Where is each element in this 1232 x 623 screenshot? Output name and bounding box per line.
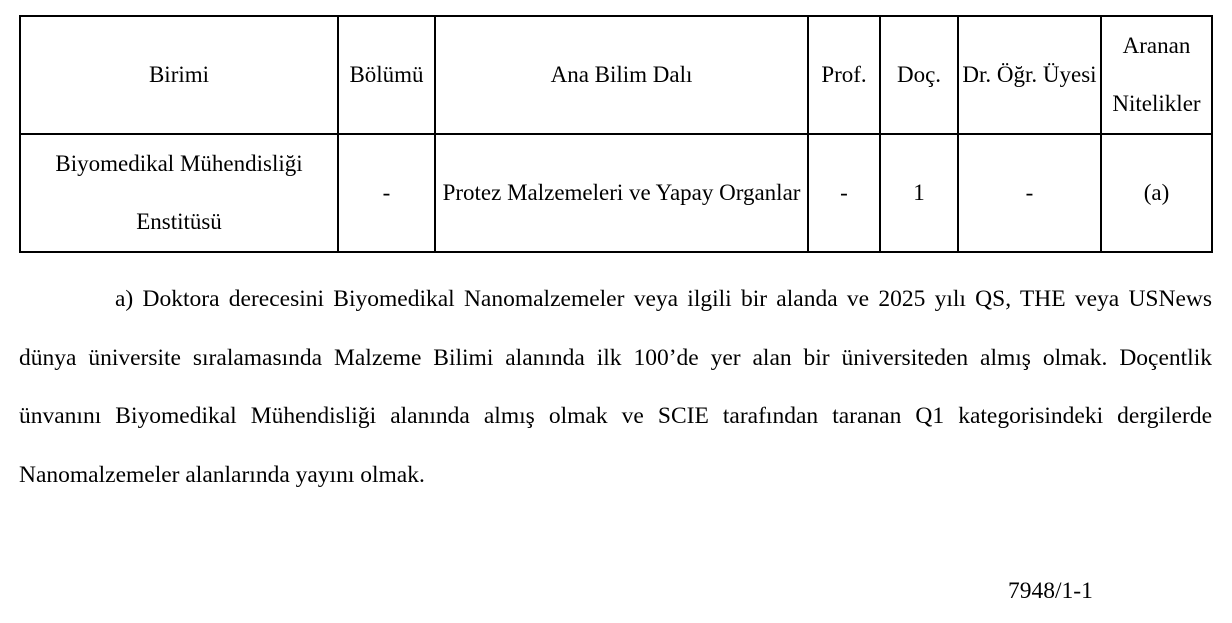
note-label: a) [115,286,134,312]
cell-dr-ogr-uyesi: - [958,134,1101,252]
header-birimi: Birimi [20,16,338,134]
cell-doc: 1 [880,134,958,252]
header-ana-bilim-dali: Ana Bilim Dalı [435,16,808,134]
header-aranan-nitelikler: Aranan Nitelikler [1101,16,1212,134]
cell-prof: - [808,134,880,252]
cell-bolumu: - [338,134,435,252]
document-code: 7948/1-1 [1008,578,1093,604]
header-bolumu: Bölümü [338,16,435,134]
cell-aranan-nitelikler: (a) [1101,134,1212,252]
header-dr-ogr-uyesi: Dr. Öğr. Üyesi [958,16,1101,134]
requirements-note [19,270,1212,504]
note-text: Doktora derecesini Biyomedikal Nanomalzemeler veya ilgili bir alanda ve 2025 yılı QS, THE veya USNews dünya üniversite sıralamasında Malzeme Bilimi alanında ilk 100’de yer alan bir üniversiteden almış olmak. Doçentlik ünvanını Biyomedikal Mühendisliği alanında almış olmak ve SCIE tarafından taranan Q1 kategorisindeki dergilerde Nanomalzemeler alanlarında yayını olmak. [19,286,1213,488]
header-prof: Prof. [808,16,880,134]
header-doc: Doç. [880,16,958,134]
table-header-row [20,16,1212,134]
cell-birimi: Biyomedikal Mühendisliği Enstitüsü [20,134,338,252]
staff-position-table [19,15,1213,253]
table-row [20,134,1212,252]
cell-ana-bilim-dali: Protez Malzemeleri ve Yapay Organlar [435,134,808,252]
